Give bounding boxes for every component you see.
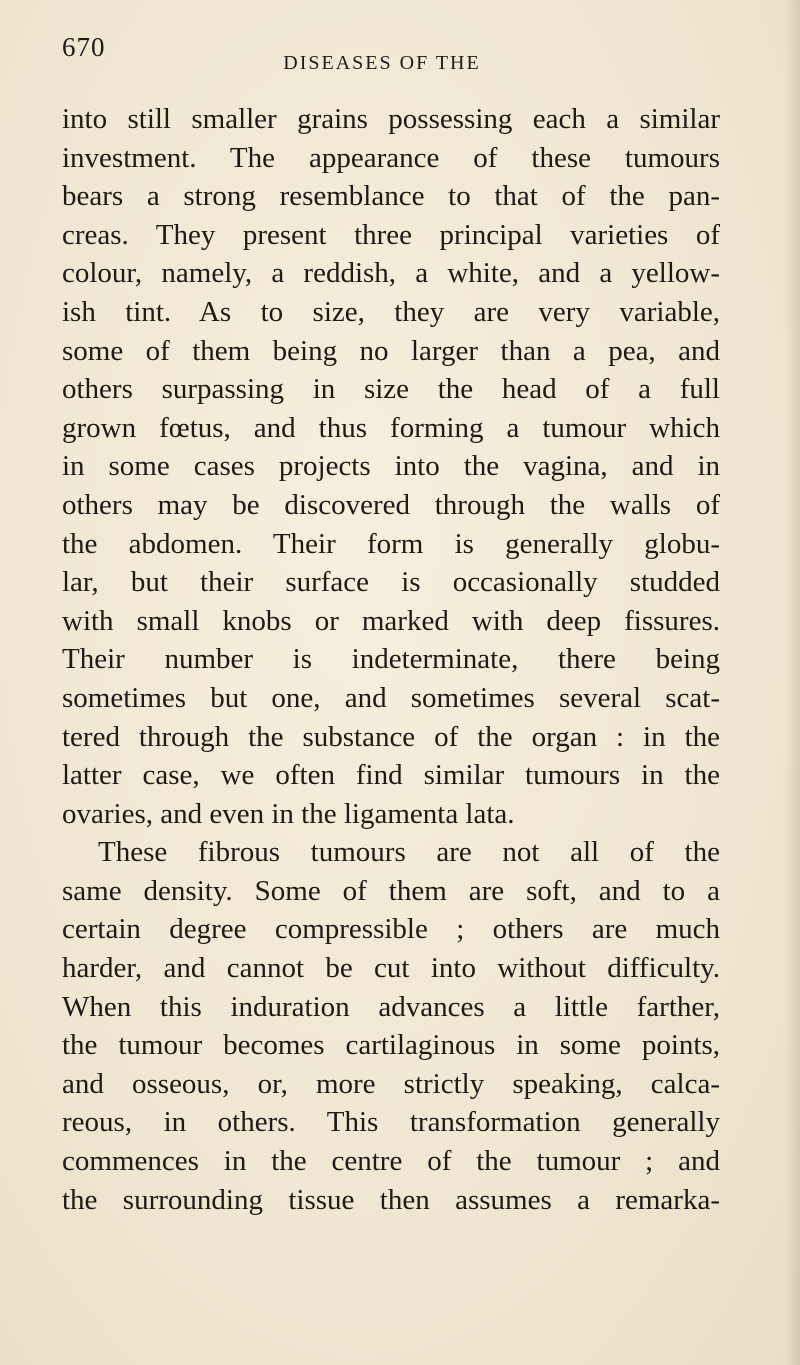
running-head: DISEASES OF THE [283, 52, 481, 74]
text-line: tered through the substance of the organ : in the [62, 720, 720, 753]
text-line: colour, namely, a reddish, a white, and a yellow- [62, 257, 720, 290]
text-line: grown fœtus, and thus forming a tumour which [62, 411, 720, 444]
text-line: investment. The appearance of these tumours [62, 141, 720, 174]
text-line: commences in the centre of the tumour ; and [62, 1145, 720, 1178]
text-line: others may be discovered through the walls of [62, 488, 720, 521]
text-line: ish tint. As to size, they are very variable, [62, 295, 720, 328]
text-line: harder, and cannot be cut into without difficulty. [62, 952, 720, 985]
text-line: in some cases projects into the vagina, and in [62, 450, 720, 483]
text-line: These fibrous tumours are not all of the [98, 836, 720, 869]
page-number: 670 [62, 32, 106, 62]
page-edge-shadow [786, 0, 800, 1365]
text-line: others surpassing in size the head of a full [62, 373, 720, 406]
text-line: sometimes but one, and sometimes several scat- [62, 681, 720, 714]
text-line: bears a strong resemblance to that of the pan- [62, 180, 720, 213]
body-text [62, 100, 720, 1219]
text-line: same density. Some of them are soft, and to a [62, 874, 720, 907]
text-line: ovaries, and even in the ligamenta lata. [62, 797, 515, 830]
text-line: with small knobs or marked with deep fissures. [62, 604, 720, 637]
text-line: some of them being no larger than a pea, and [62, 334, 720, 367]
text-line: the surrounding tissue then assumes a remarka- [62, 1183, 720, 1216]
text-line: the tumour becomes cartilaginous in some points, [62, 1029, 720, 1062]
text-line: the abdomen. Their form is generally globu- [62, 527, 720, 560]
page-header [62, 30, 762, 74]
text-line: certain degree compressible ; others are much [62, 913, 720, 946]
text-line: creas. They present three principal varieties of [62, 218, 720, 251]
text-line: When this induration advances a little farther, [62, 990, 720, 1023]
text-line: Their number is indeterminate, there being [62, 643, 720, 676]
text-line: into still smaller grains possessing each a similar [62, 103, 720, 135]
text-line: lar, but their surface is occasionally studded [62, 566, 720, 599]
text-line: latter case, we often find similar tumours in the [62, 759, 720, 792]
text-line: and osseous, or, more strictly speaking, calca- [62, 1067, 720, 1100]
text-line: reous, in others. This transformation generally [62, 1106, 720, 1139]
